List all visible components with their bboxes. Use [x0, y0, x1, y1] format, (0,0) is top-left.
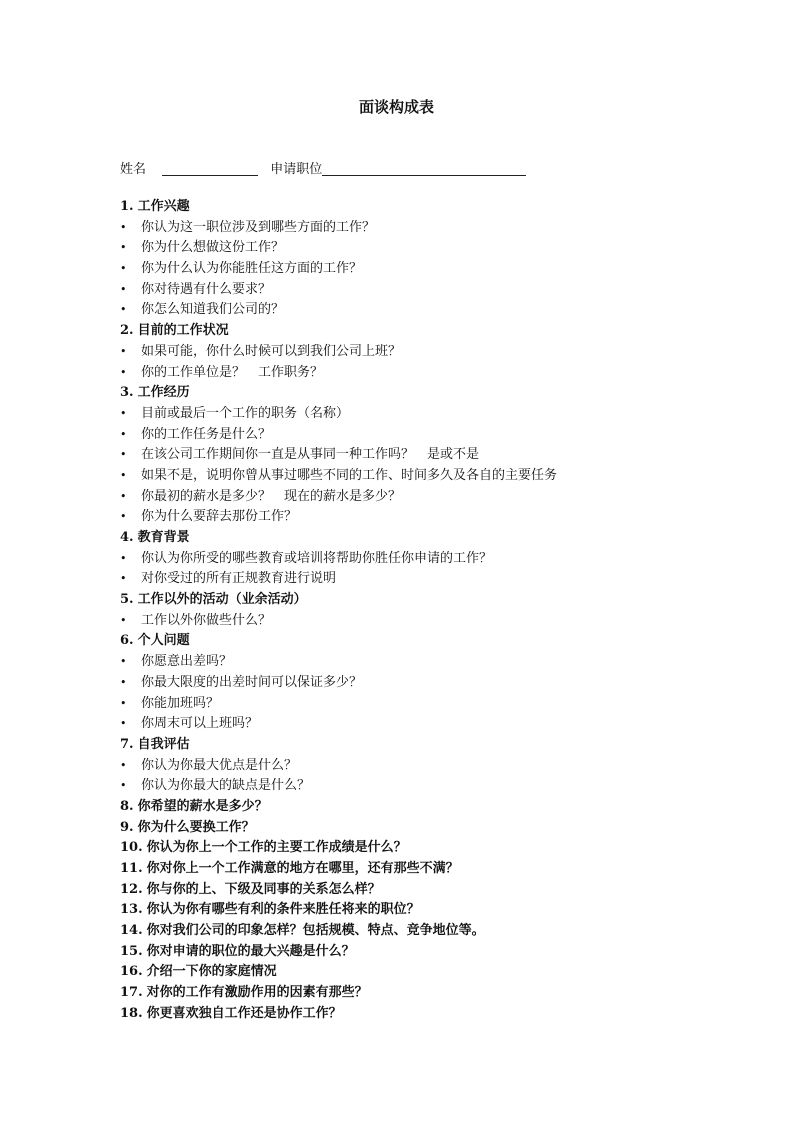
name-blank-field[interactable] [162, 161, 258, 176]
list-item-text: 如果不是，说明你曾从事过哪些不同的工作、时间多久及各自的主要任务 [141, 467, 558, 483]
section-title: 你希望的薪水是多少？ [137, 798, 268, 814]
section-title: 对你的工作有激励作用的因素有那些？ [146, 985, 368, 1001]
section-heading [120, 880, 680, 901]
section-title: 你更喜欢独自工作还是协作工作？ [146, 1005, 342, 1021]
list-item-text: 你为什么想做这份工作？ [141, 240, 285, 256]
list-item [120, 466, 680, 487]
list-item [120, 342, 680, 363]
bullet-icon: • [120, 241, 127, 255]
list-item [120, 756, 680, 777]
section-title: 你与你的上、下级及同事的关系怎么样？ [146, 881, 381, 897]
bullet-icon: • [120, 696, 127, 710]
position-blank-field[interactable] [322, 161, 526, 176]
section-heading [120, 838, 680, 859]
section-number: 9. [120, 819, 134, 835]
section-title: 你对申请的职位的最大兴趣是什么？ [146, 943, 355, 959]
section-heading [120, 383, 680, 404]
section-number: 12. [120, 881, 143, 897]
section-number: 3. [120, 385, 134, 401]
section-number: 18. [120, 1005, 143, 1021]
bullet-icon: • [120, 220, 127, 234]
applicant-info-line [120, 158, 526, 177]
section-heading [120, 631, 680, 652]
bullet-icon: • [120, 303, 127, 317]
section-title: 个人问题 [137, 633, 190, 649]
bullet-icon: • [120, 365, 127, 379]
list-item [120, 487, 680, 508]
section-title: 工作兴趣 [137, 199, 190, 214]
list-item [120, 652, 680, 673]
list-item-text: 你的工作任务是什么？ [141, 426, 272, 442]
bullet-icon: • [120, 551, 127, 565]
section-heading [120, 900, 680, 921]
list-item-text: 目前或最后一个工作的职务（名称） [141, 405, 350, 421]
section-title: 工作以外的活动（业余活动） [137, 592, 307, 608]
list-item [120, 714, 680, 735]
list-item-text: 你认为你最大的缺点是什么？ [141, 778, 311, 794]
section-number: 8. [120, 798, 134, 814]
bullet-icon: • [120, 613, 127, 627]
section-number: 5. [120, 592, 134, 608]
bullet-icon: • [120, 779, 127, 793]
list-item [120, 259, 680, 280]
list-item-text: 你为什么认为你能胜任这方面的工作？ [141, 261, 363, 277]
bullet-icon: • [120, 572, 127, 586]
section-number: 15. [120, 943, 143, 959]
section-number: 4. [120, 530, 134, 545]
section-title: 你认为你上一个工作的主要工作成绩是什么？ [146, 840, 407, 856]
list-item [120, 611, 680, 632]
bullet-icon: • [120, 448, 127, 462]
bullet-icon: • [120, 717, 127, 731]
list-item-text: 工作以外你做些什么？ [141, 612, 272, 628]
list-item [120, 776, 680, 797]
list-item-text: 对你受过的所有正规教育进行说明 [141, 571, 337, 587]
section-title: 自我评估 [137, 736, 190, 752]
bullet-icon: • [120, 675, 127, 689]
section-heading [120, 735, 680, 756]
bullet-icon: • [120, 489, 127, 503]
list-item [120, 673, 680, 694]
section-heading [120, 797, 680, 818]
list-item-text: 你对待遇有什么要求？ [141, 281, 272, 297]
list-item-text: 你怎么知道我们公司的？ [141, 302, 285, 318]
section-title: 目前的工作状况 [137, 323, 229, 339]
section-number: 16. [120, 964, 143, 980]
section-title: 工作经历 [137, 385, 190, 401]
list-item [120, 507, 680, 528]
section-number: 1. [120, 199, 134, 214]
question-list [120, 197, 680, 1025]
list-item-text: 你能加班吗？ [141, 695, 220, 711]
bullet-icon: • [120, 758, 127, 772]
section-number: 2. [120, 323, 134, 339]
section-number: 13. [120, 902, 143, 918]
section-title: 教育背景 [137, 530, 190, 545]
list-item-text: 你周末可以上班吗？ [141, 716, 259, 732]
list-item [120, 404, 680, 425]
section-title: 你对我们公司的印象怎样？包括规模、特点、竞争地位等。 [146, 923, 485, 939]
bullet-icon: • [120, 655, 127, 669]
list-item [120, 425, 680, 446]
section-heading [120, 197, 680, 218]
list-item-text: 如果可能，你什么时候可以到我们公司上班？ [141, 343, 402, 359]
section-number: 7. [120, 736, 134, 752]
position-label: 申请职位 [270, 162, 323, 177]
bullet-icon: • [120, 406, 127, 420]
section-heading [120, 983, 680, 1004]
section-title: 你为什么要换工作？ [137, 819, 255, 835]
list-item [120, 569, 680, 590]
section-number: 11. [120, 861, 143, 876]
section-heading [120, 590, 680, 611]
section-number: 14. [120, 923, 143, 939]
list-item [120, 363, 680, 384]
list-item [120, 445, 680, 466]
list-item [120, 694, 680, 715]
section-number: 17. [120, 985, 143, 1001]
list-item-text: 你为什么要辞去那份工作？ [141, 509, 298, 525]
section-heading [120, 942, 680, 963]
bullet-icon: • [120, 468, 127, 482]
list-item-text: 你愿意出差吗？ [141, 654, 233, 670]
list-item-text: 你认为你最大优点是什么？ [141, 757, 298, 773]
page-title: 面谈构成表 [358, 98, 434, 116]
list-item-text: 你认为这一职位涉及到哪些方面的工作？ [141, 219, 376, 235]
section-heading [120, 921, 680, 942]
list-item [120, 300, 680, 321]
bullet-icon: • [120, 510, 127, 524]
section-heading [120, 321, 680, 342]
section-heading [120, 528, 680, 549]
section-heading [120, 1004, 680, 1025]
section-title: 你认为你有哪些有利的条件来胜任将来的职位？ [146, 902, 420, 918]
section-heading [120, 818, 680, 839]
list-item-text: 你的工作单位是？ 工作职务？ [141, 364, 324, 380]
list-item [120, 549, 680, 570]
list-item-text: 你最初的薪水是多少？ 现在的薪水是多少？ [141, 488, 402, 504]
list-item-text: 在该公司工作期间你一直是从事同一种工作吗？ 是或不是 [141, 447, 480, 463]
section-title: 介绍一下你的家庭情况 [146, 964, 277, 980]
section-number: 10. [120, 840, 143, 856]
bullet-icon: • [120, 427, 127, 441]
bullet-icon: • [120, 344, 127, 358]
list-item [120, 218, 680, 239]
list-item [120, 238, 680, 259]
list-item-text: 你认为你所受的哪些教育或培训将帮助你胜任你申请的工作？ [141, 550, 493, 566]
section-title: 你对你上一个工作满意的地方在哪里，还有那些不满？ [146, 861, 459, 876]
section-heading [120, 859, 680, 880]
name-label: 姓名 [120, 162, 147, 177]
bullet-icon: • [120, 262, 127, 276]
list-item [120, 280, 680, 301]
section-number: 6. [120, 633, 134, 649]
bullet-icon: • [120, 282, 127, 296]
list-item-text: 你最大限度的出差时间可以保证多少？ [141, 674, 363, 690]
section-heading [120, 962, 680, 983]
